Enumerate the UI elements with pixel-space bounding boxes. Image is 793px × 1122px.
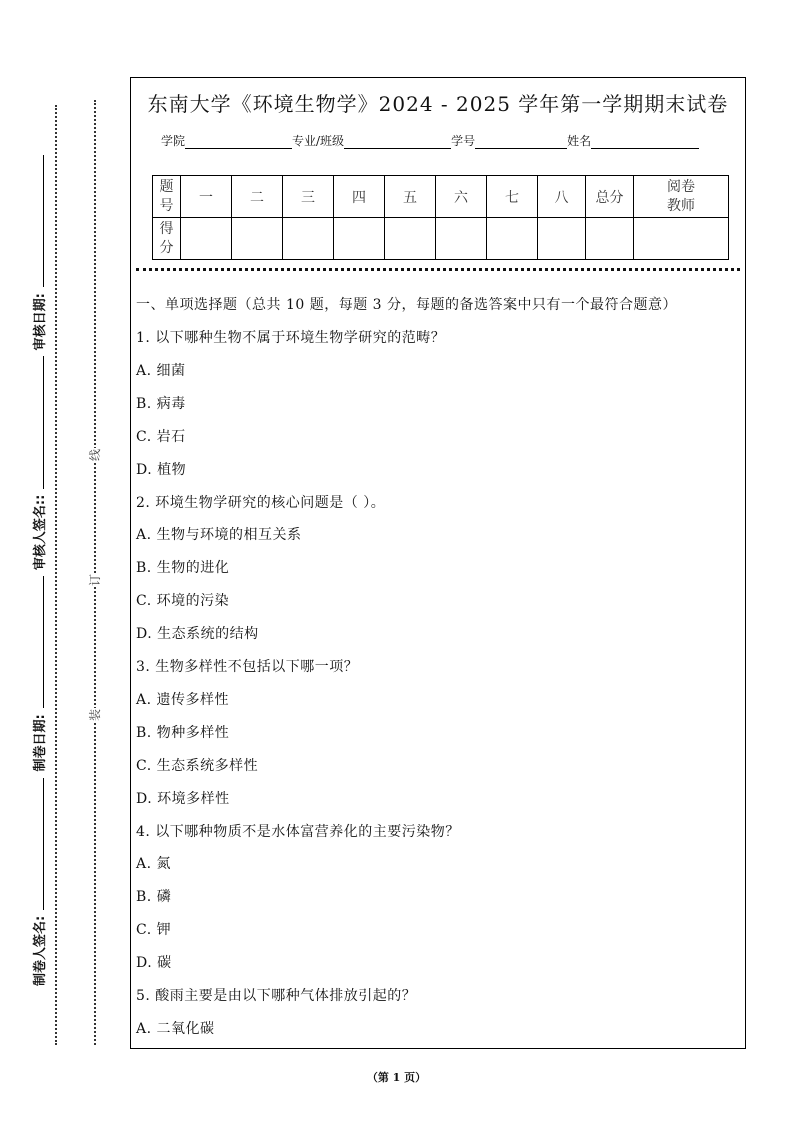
answer-option: C. 钾 — [136, 922, 172, 939]
answer-option: B. 生物的进化 — [136, 560, 230, 577]
major-class-field[interactable] — [344, 135, 451, 149]
score-cell[interactable] — [385, 218, 436, 260]
student-info-row — [161, 132, 699, 149]
answer-option: A. 遗传多样性 — [136, 691, 230, 708]
header-cell: 六 — [436, 176, 487, 218]
question-stem: 3. 生物多样性不包括以下哪一项？ — [136, 659, 359, 675]
name-field[interactable] — [591, 135, 699, 149]
answer-option: B. 物种多样性 — [136, 724, 230, 741]
header-cell: 五 — [385, 176, 436, 218]
answer-option: D. 植物 — [136, 461, 187, 478]
score-table-header — [153, 176, 729, 218]
score-cell[interactable] — [436, 218, 487, 260]
score-cell[interactable] — [181, 218, 232, 260]
maker-signature-line — [43, 778, 44, 910]
score-cell[interactable] — [487, 218, 538, 260]
score-row-label: 得分 — [153, 218, 181, 260]
major-class-label: 专业/班级 — [292, 134, 345, 148]
answer-option: B. 病毒 — [136, 395, 186, 412]
review-signature-strip — [30, 155, 48, 992]
header-cell: 七 — [487, 176, 538, 218]
binding-char-xian: 线 — [88, 449, 102, 462]
maker-signature-label: 制卷人签名: — [33, 915, 48, 986]
answer-option: D. 生态系统的结构 — [136, 626, 259, 643]
header-cell: 总分 — [586, 176, 634, 218]
section-title: 一、单项选择题（总共 10 题，每题 3 分，每题的备选答案中只有一个最符合题意） — [136, 297, 678, 313]
header-cell: 八 — [538, 176, 586, 218]
binding-char-ding: 订 — [88, 574, 102, 587]
page-number: （第 1 页） — [366, 1071, 427, 1084]
score-cell[interactable] — [283, 218, 334, 260]
header-cell: 二 — [232, 176, 283, 218]
review-date-line — [43, 155, 44, 287]
score-row — [153, 218, 729, 260]
answer-option: C. 环境的污染 — [136, 593, 230, 610]
section-separator — [136, 268, 740, 271]
student-id-field[interactable] — [475, 135, 567, 149]
outer-dotted-line — [55, 105, 57, 1045]
exam-paper — [130, 77, 746, 1049]
header-cell: 三 — [283, 176, 334, 218]
answer-option: D. 环境多样性 — [136, 790, 230, 807]
name-label: 姓名 — [567, 134, 592, 148]
answer-option: A. 氮 — [136, 856, 172, 873]
question-stem: 5. 酸雨主要是由以下哪种气体排放引起的？ — [136, 988, 417, 1004]
reviewer-signature-label: 审核人签名:: — [33, 494, 48, 571]
header-cell: 题号 — [153, 176, 181, 218]
exam-title: 东南大学《环境生物学》2024 - 2025 学年第一学期期末试卷 — [147, 92, 729, 116]
student-id-label: 学号 — [451, 134, 476, 148]
answer-option: A. 生物与环境的相互关系 — [136, 527, 302, 544]
question-stem: 2. 环境生物学研究的核心问题是（ ）。 — [136, 494, 386, 511]
score-cell[interactable] — [538, 218, 586, 260]
question-stem: 4. 以下哪种物质不是水体富营养化的主要污染物？ — [136, 823, 460, 840]
header-cell: 一 — [181, 176, 232, 218]
header-cell: 阅卷教师 — [634, 176, 729, 218]
question-stem: 1. 以下哪种生物不属于环境生物学研究的范畴？ — [136, 330, 446, 346]
score-cell[interactable] — [232, 218, 283, 260]
maker-date-line — [43, 576, 44, 708]
binding-char-zhuang: 装 — [88, 709, 102, 722]
score-cell[interactable] — [586, 218, 634, 260]
score-table — [152, 175, 729, 260]
review-date-label: 审核日期: — [33, 293, 48, 351]
answer-option: D. 碳 — [136, 955, 172, 972]
score-cell[interactable] — [334, 218, 385, 260]
answer-option: A. 二氧化碳 — [136, 1020, 215, 1037]
college-field[interactable] — [185, 135, 292, 149]
maker-date-label: 制卷日期: — [33, 714, 48, 772]
answer-option: B. 磷 — [136, 889, 172, 906]
answer-option: C. 岩石 — [136, 428, 186, 445]
college-label: 学院 — [161, 134, 186, 148]
answer-option: A. 细菌 — [136, 362, 186, 379]
answer-option: C. 生态系统多样性 — [136, 757, 259, 774]
reviewer-signature-line — [43, 356, 44, 488]
header-cell: 四 — [334, 176, 385, 218]
score-cell[interactable] — [634, 218, 729, 260]
